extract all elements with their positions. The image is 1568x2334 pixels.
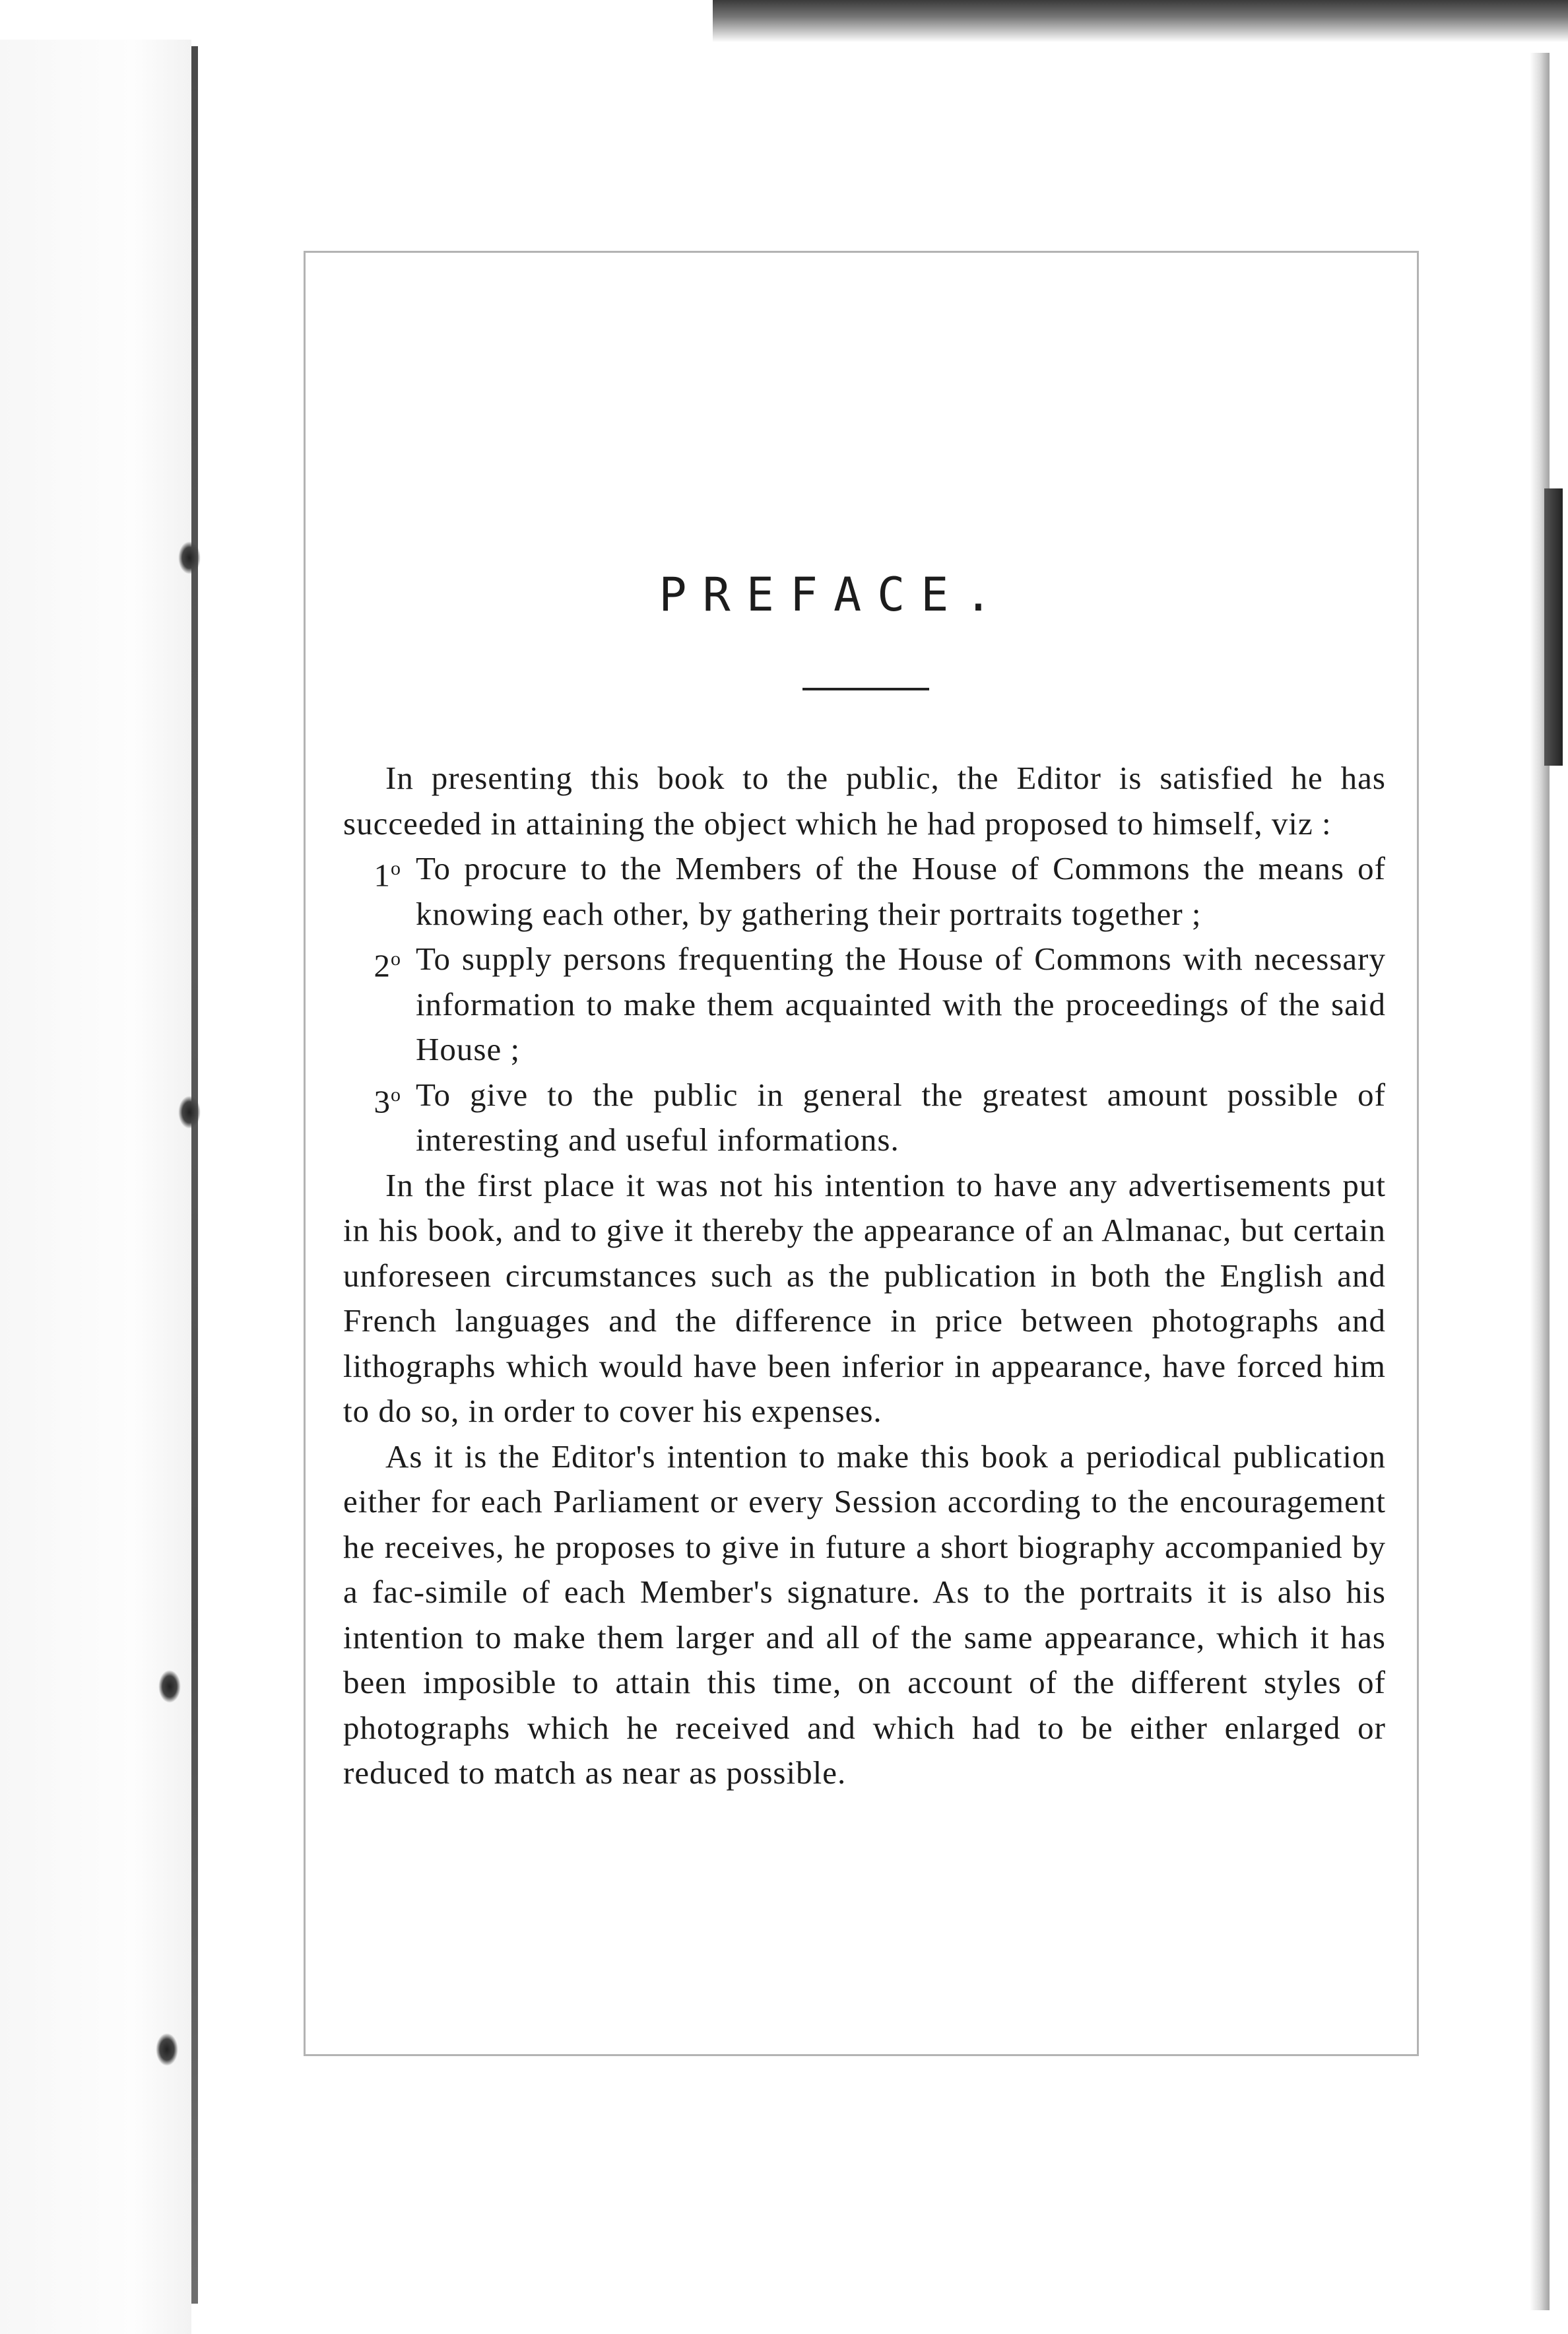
list-item-number: 3$^o$ [374,1083,401,1119]
right-page-edge [1530,53,1550,2310]
body-paragraph: In the first place it was not his intention to have any advertisements put in his book, and to give it thereby the appearance of an Almanac, but certain unforeseen circumstances such as the publication in both the English and French languages and the difference in price between photographs and lithographs which would have been inferior in appearance, have forced him to do so, in order to cover his expenses. [343,1166,1386,1429]
top-edge-shadow [713,0,1568,42]
page-title: PREFACE. [659,568,1008,622]
list-item-text: To give to the public in general the greatest amount possible of interesting and useful informations. [416,1076,1386,1158]
binding-gutter [191,46,198,2304]
binding-stitch [156,2033,178,2066]
list-item-number: 2$^o$ [374,947,401,984]
binding-stitch [158,1670,181,1703]
intro-paragraph: In presenting this book to the public, the Editor is satisfied he has succeeded in attaining the object which he had proposed to himself, viz : [343,760,1386,842]
title-rule [802,688,929,690]
list-item-text: To procure to the Members of the House of Commons the means of knowing each other, by gathering their portraits together ; [416,850,1386,932]
facing-page-edge [0,40,191,2334]
body-paragraph: As it is the Editor's intention to make this book a periodical publication either for each Parliament or every Session according to the encouragement he receives, he proposes to give in future a short biography accompanied by a fac-simile of each Member's signature. As to the portraits it is also his intention to make them larger and all of the same appearance, which it has been imposible to attain this time, on account of the different styles of photographs which he received and which had to be either enlarged or reduced to match as near as possible. [343,1438,1386,1791]
binding-stitch [178,1096,201,1129]
preface-body [343,756,1386,1796]
list-item-text: To supply persons frequenting the House of Commons with necessary information to make them acquainted with the proceedings of the said House ; [416,941,1386,1067]
right-edge-mark [1544,488,1563,766]
list-item [343,1073,1386,1163]
list-item [343,846,1386,937]
list-item [343,937,1386,1073]
list-item-number: 1$^o$ [374,857,401,894]
